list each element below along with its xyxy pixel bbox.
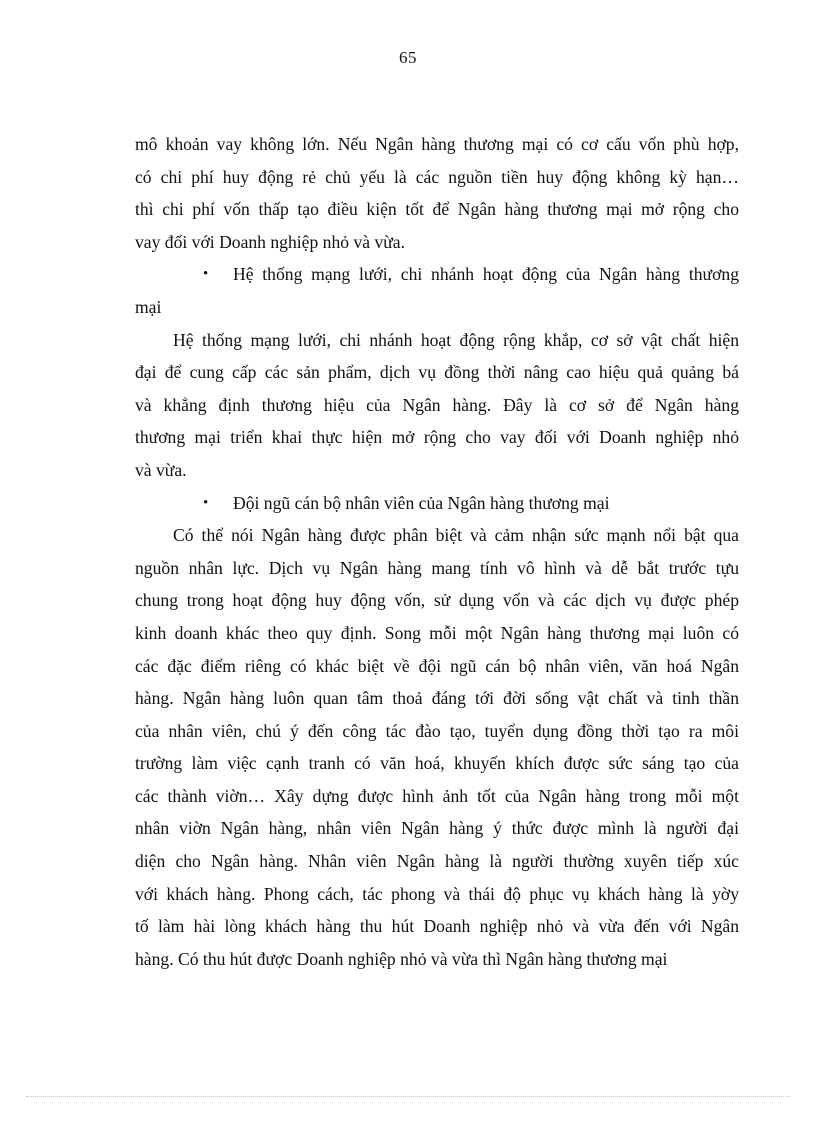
text-line: các đặc điểm riêng có khác biệt về đội ngũ cán bộ nhân viên, văn hoá Ngân <box>135 655 739 676</box>
text-line: kinh doanh khác theo quy định. Song mỗi một Ngân hàng thương mại luôn có <box>135 622 739 643</box>
text-line: mại <box>135 296 162 317</box>
text-line: và khẳng định thương hiệu của Ngân hàng. Đây là cơ sở để Ngân hàng <box>135 394 739 415</box>
text-line: hàng. Có thu hút được Doanh nghiệp nhỏ và vừa thì Ngân hàng thương mại <box>135 948 668 969</box>
text-line: hàng. Ngân hàng luôn quan tâm thoả đáng tới đời sống vật chất và tinh thần <box>135 688 739 709</box>
page-bottom-divider <box>26 1096 790 1097</box>
text-line: vay đối với Doanh nghiệp nhỏ và vừa. <box>135 231 405 252</box>
paragraph-3 <box>135 519 739 975</box>
bullet-heading-continuation <box>135 291 739 324</box>
text-line: nguồn nhân lực. Dịch vụ Ngân hàng mang tính vô hình và dễ bắt trước tựu <box>135 557 739 578</box>
text-line: của nhân viên, chú ý đến công tác đào tạo, tuyển dụng đồng thời tạo ra môi <box>135 720 739 741</box>
paragraph-1 <box>135 128 739 258</box>
bullet-icon: • <box>203 266 209 283</box>
paragraph-2 <box>135 324 739 487</box>
bullet-icon: • <box>203 494 209 511</box>
bullet-heading: Đội ngũ cán bộ nhân viên của Ngân hàng thương mại <box>233 492 610 513</box>
text-line: Có thể nói Ngân hàng được phân biệt và cảm nhận sức mạnh nổi bật qua <box>173 525 739 546</box>
text-line: tố làm hài lòng khách hàng thu hút Doanh nghiệp nhỏ và vừa đến với Ngân <box>135 916 739 937</box>
document-body <box>135 128 739 975</box>
text-line: Hệ thống mạng lưới, chi nhánh hoạt động rộng khắp, cơ sở vật chất hiện <box>173 329 739 350</box>
text-line: đại để cung cấp các sản phẩm, dịch vụ đồng thời nâng cao hiệu quả quảng bá <box>135 362 739 383</box>
text-line: thương mại triển khai thực hiện mở rộng cho vay đối với Doanh nghiệp nhỏ <box>135 427 739 448</box>
text-line: các thành viờn… Xây dựng được hình ảnh tốt của Ngân hàng trong mỗi một <box>135 785 739 806</box>
text-line: thì chi phí vốn thấp tạo điều kiện tốt để Ngân hàng thương mại mở rộng cho <box>135 199 739 220</box>
bullet-item-network <box>135 258 739 291</box>
text-line: mô khoản vay không lớn. Nếu Ngân hàng thương mại có cơ cấu vốn phù hợp, <box>135 134 739 154</box>
text-line: trường làm việc cạnh tranh có văn hoá, khuyến khích được sức sáng tạo của <box>135 753 739 774</box>
text-line: chung trong hoạt động huy động vốn, sử dụng vốn và các dịch vụ được phép <box>135 590 739 611</box>
bullet-heading: Hệ thống mạng lưới, chi nhánh hoạt động của Ngân hàng thương <box>233 264 739 285</box>
text-line: và vừa. <box>135 459 187 480</box>
text-line: có chi phí huy động rẻ chủ yếu là các nguồn tiền huy động không kỳ hạn… <box>135 166 739 187</box>
page-number: 65 <box>399 48 417 67</box>
text-line: nhân viờn Ngân hàng, nhân viên Ngân hàng ý thức được mình là người đại <box>135 818 739 839</box>
bullet-item-staff <box>135 487 739 520</box>
text-line: với khách hàng. Phong cách, tác phong và thái độ phục vụ khách hàng là yờy <box>135 883 739 904</box>
text-line: diện cho Ngân hàng. Nhân viên Ngân hàng là người thường xuyên tiếp xúc <box>135 851 739 872</box>
